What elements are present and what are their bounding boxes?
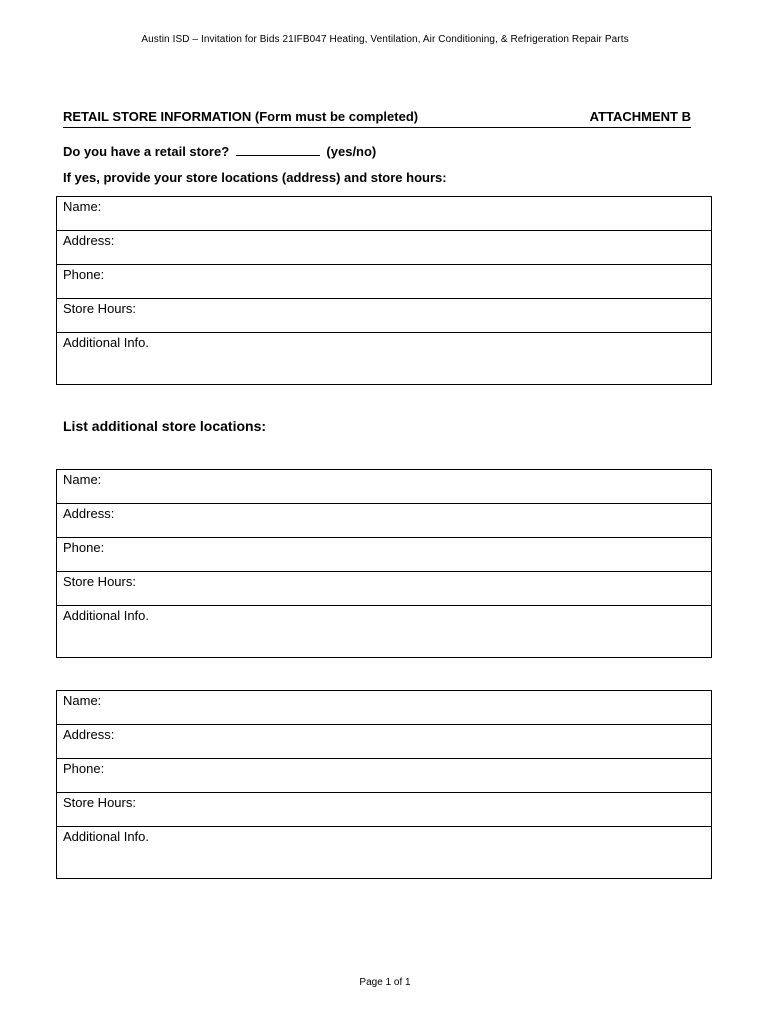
store-name-field[interactable] xyxy=(57,470,711,504)
store-phone-field[interactable] xyxy=(57,759,711,793)
store-hours-label: Store Hours: xyxy=(63,301,136,316)
store-name-label: Name: xyxy=(63,199,102,214)
store-hours-label: Store Hours: xyxy=(63,574,136,589)
store-hours-field[interactable] xyxy=(57,793,711,827)
store-name-field[interactable] xyxy=(57,197,711,231)
store-address-label: Address: xyxy=(63,727,115,742)
page-number: Page 1 of 1 xyxy=(359,977,411,988)
store-name-label: Name: xyxy=(63,472,102,487)
store-phone-label: Phone: xyxy=(63,267,105,282)
primary-store-form xyxy=(56,196,712,385)
retail-store-question xyxy=(63,143,376,159)
store-additional-info-field[interactable] xyxy=(57,333,711,384)
store-address-label: Address: xyxy=(63,233,115,248)
additional-store-form-1 xyxy=(56,469,712,658)
store-address-field[interactable] xyxy=(57,725,711,759)
store-additional-info-label: Additional Info. xyxy=(63,335,150,350)
additional-store-form-2 xyxy=(56,690,712,879)
store-hours-label: Store Hours: xyxy=(63,795,136,810)
store-address-field[interactable] xyxy=(57,504,711,538)
store-address-field[interactable] xyxy=(57,231,711,265)
store-additional-info-field[interactable] xyxy=(57,606,711,657)
store-hours-field[interactable] xyxy=(57,299,711,333)
form-title: RETAIL STORE INFORMATION (Form must be completed) xyxy=(63,109,419,124)
store-name-label: Name: xyxy=(63,693,102,708)
attachment-label: ATTACHMENT B xyxy=(589,109,691,124)
store-phone-field[interactable] xyxy=(57,538,711,572)
store-phone-label: Phone: xyxy=(63,761,105,776)
store-address-label: Address: xyxy=(63,506,115,521)
additional-locations-title: List additional store locations: xyxy=(63,418,267,434)
store-phone-field[interactable] xyxy=(57,265,711,299)
store-additional-info-field[interactable] xyxy=(57,827,711,878)
page-header: Austin ISD – Invitation for Bids 21IFB047 Heating, Ventilation, Air Conditioning, & Refrigeration Repair Parts xyxy=(141,34,629,45)
store-hours-field[interactable] xyxy=(57,572,711,606)
store-phone-label: Phone: xyxy=(63,540,105,555)
store-additional-info-label: Additional Info. xyxy=(63,608,150,623)
store-locations-prompt: If yes, provide your store locations (address) and store hours: xyxy=(63,170,447,185)
form-title-line xyxy=(63,109,691,128)
retail-store-answer-blank[interactable] xyxy=(236,143,320,156)
store-name-field[interactable] xyxy=(57,691,711,725)
retail-store-question-text: Do you have a retail store? xyxy=(63,144,230,159)
yes-no-hint: (yes/no) xyxy=(326,144,377,159)
store-additional-info-label: Additional Info. xyxy=(63,829,150,844)
